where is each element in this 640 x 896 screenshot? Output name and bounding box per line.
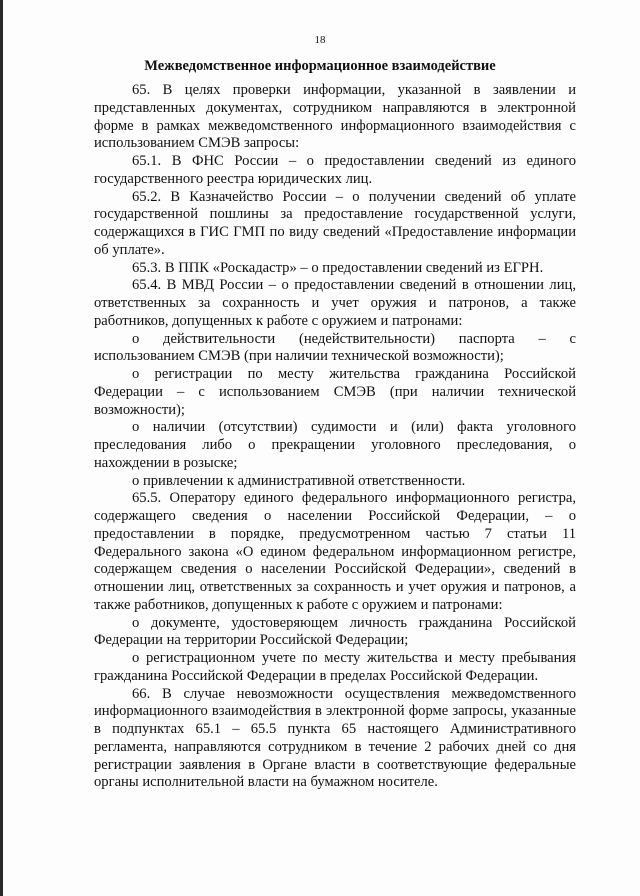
- paragraph-65-5-item-1: о документе, удостоверяющем личность гражданина Российской Федерации на территории Российской Федерации;: [94, 614, 576, 649]
- paragraph-65-5: 65.5. Оператору единого федерального информационного регистра, содержащего сведения о населении Российской Федерации, – о предоставлении в порядке, предусмотренном частью 7 статьи 11 Федерального закона «О едином федеральном информационном регистре, содержащем сведения о населении Российской Федерации», сведений в отношении лиц, ответственных за сохранность и учет оружия и патронов, а также работников, допущенных к работе с оружием и патронами:: [94, 490, 576, 613]
- paragraph-65-4-item-4: о привлечении к административной ответственности.: [132, 472, 466, 489]
- paragraph-65-4-item-1: о действительности (недействительности) паспорта – с использованием СМЭВ (при наличии технической возможности);: [94, 330, 576, 365]
- document-body: [94, 82, 576, 792]
- section-heading: Межведомственное информационное взаимодействие: [144, 58, 496, 74]
- paragraph-65-3: 65.3. В ППК «Роскадастр» – о предоставлении сведений из ЕГРН.: [132, 259, 544, 276]
- scan-edge: [0, 0, 3, 896]
- paragraph-65-4-item-3: о наличии (отсутствии) судимости и (или) факта уголовного преследования либо о прекращении уголовного преследования, о нахождении в розыске;: [94, 419, 576, 471]
- paragraph-65-5-item-2: о регистрационном учете по месту жительства и месту пребывания гражданина Российской Федерации в пределах Российской Федерации.: [94, 650, 576, 684]
- paragraph-65-2: 65.2. В Казначейство России – о получении сведений об уплате государственной пошлины за предоставление государственной услуги, содержащихся в ГИС ГМП по виду сведений «Предоставление информации об уплате».: [94, 188, 576, 258]
- page-number: 18: [314, 34, 326, 46]
- paragraph-65-1: 65.1. В ФНС России – о предоставлении сведений из единого государственного реестра юридических лиц.: [94, 153, 576, 187]
- paragraph-65-4: 65.4. В МВД России – о предоставлении сведений в отношении лиц, ответственных за сохранность и учет оружия и патронов, а также работников, допущенных к работе с оружием и патронами:: [94, 277, 576, 329]
- paragraph-65: 65. В целях проверки информации, указанной в заявлении и представленных документах, сотрудником направляются в электронной форме в рамках межведомственного информационного взаимодействия с использованием СМЭВ запросы:: [94, 82, 576, 152]
- paragraph-65-4-item-2: о регистрации по месту жительства гражданина Российской Федерации – с использованием СМЭВ (при наличии технической возможности);: [94, 366, 576, 418]
- paragraph-66: 66. В случае невозможности осуществления межведомственного информационного взаимодействия в электронной форме запросы, указанные в подпунктах 65.1 – 65.5 пункта 65 настоящего Административного регламента, направляются сотрудником в течение 2 рабочих дней со дня регистрации заявления в Органе власти в соответствующие федеральные органы исполнительной власти на бумажном носителе.: [94, 685, 576, 791]
